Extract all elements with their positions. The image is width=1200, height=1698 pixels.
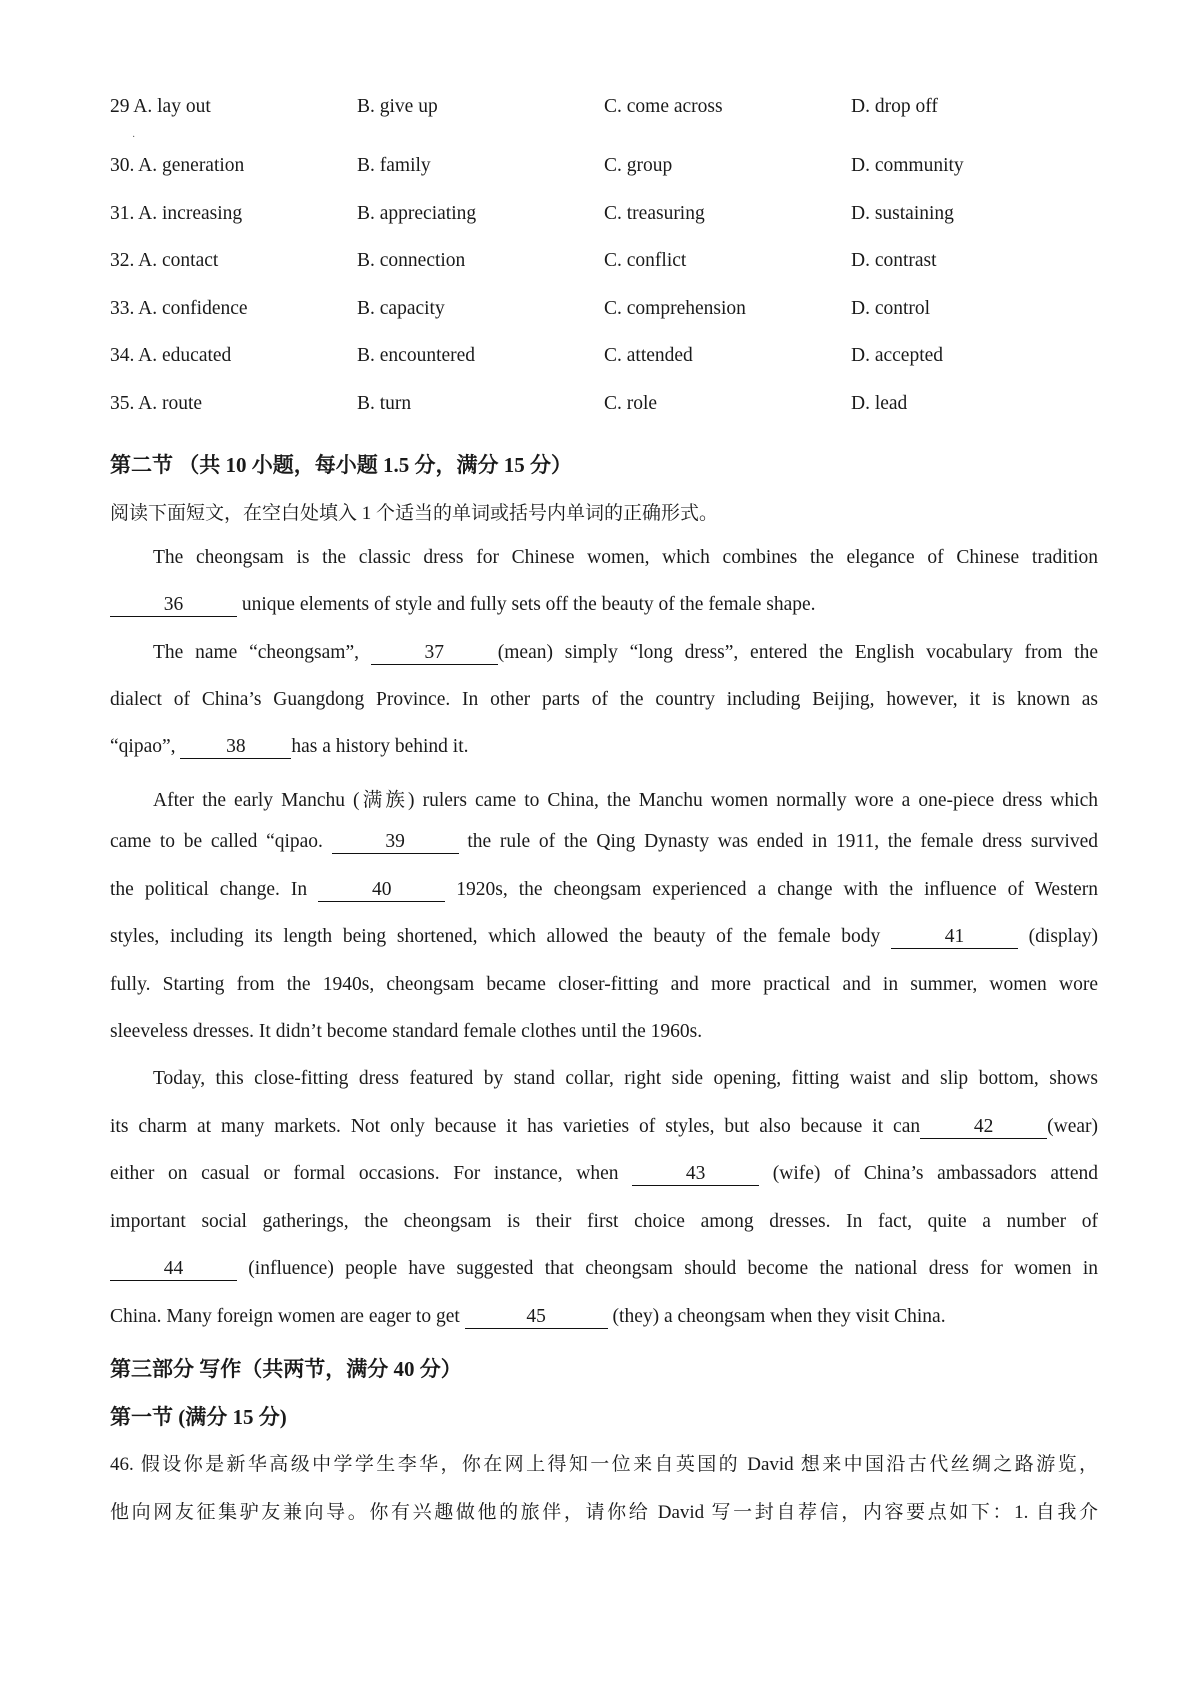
option-c: C. group <box>604 155 673 176</box>
option-d: D. sustaining <box>851 203 954 224</box>
blank-42[interactable]: 42 <box>920 1116 1047 1139</box>
passage-line: fully. Starting from the 1940s, cheongsam became closer-fitting and more practical and in summer, women wore <box>110 974 1098 995</box>
option-d: D. contrast <box>851 250 937 271</box>
question-46-line: 46. 假设你是新华高级中学学生李华，你在网上得知一位来自英国的 David 想来中国沿古代丝绸之路游览， <box>110 1454 1098 1475</box>
option-d: D. community <box>851 155 964 176</box>
passage-line: the political change. In 40 1920s, the cheongsam experienced a change with the influence of Western <box>110 879 1098 902</box>
section-heading: 第二节 （共 10 小题，每小题 1.5 分，满分 15 分） <box>110 453 572 477</box>
blank-37[interactable]: 37 <box>371 642 498 665</box>
blank-39[interactable]: 39 <box>332 831 459 854</box>
option-c: C. conflict <box>604 250 687 271</box>
passage-line: The name “cheongsam”, 37 (mean) simply “long dress”, entered the English vocabulary from the <box>153 642 1098 665</box>
passage-line: its charm at many markets. Not only because it has varieties of styles, but also because it can 42 (wear) <box>110 1116 1098 1139</box>
blank-43[interactable]: 43 <box>632 1163 759 1186</box>
option-d: D. accepted <box>851 345 944 366</box>
option-c: C. role <box>604 393 658 414</box>
option-a: 30. A. generation <box>110 155 245 176</box>
passage-line: dialect of China’s Guangdong Province. In other parts of the country including Beijing, however, it is known as <box>110 689 1098 710</box>
blank-45[interactable]: 45 <box>465 1306 608 1329</box>
passage-line: After the early Manchu (满族) rulers came to China, the Manchu women normally wore a one-piece dress which <box>153 790 1098 811</box>
blank-41[interactable]: 41 <box>891 926 1018 949</box>
option-a: 35. A. route <box>110 393 203 414</box>
passage-line: came to be called “qipao. 39 the rule of the Qing Dynasty was ended in 1911, the female dress survived <box>110 831 1098 854</box>
question-46-line: 他向网友征集驴友兼向导。你有兴趣做他的旅伴，请你给 David 写一封自荐信，内容要点如下：1. 自我介 <box>110 1502 1098 1523</box>
option-b: B. capacity <box>357 298 445 319</box>
option-a: 34. A. educated <box>110 345 232 366</box>
blank-44[interactable]: 44 <box>110 1258 237 1281</box>
option-b: B. appreciating <box>357 203 477 224</box>
option-row-30 <box>110 155 1110 185</box>
option-d: D. control <box>851 298 931 319</box>
option-a: 32. A. contact <box>110 250 219 271</box>
passage-line: important social gatherings, the cheongsam is their first choice among dresses. In fact, quite a number of <box>110 1211 1098 1232</box>
stray-mark: · <box>132 132 136 143</box>
option-row-33 <box>110 298 1110 328</box>
option-a: 33. A. confidence <box>110 298 248 319</box>
option-b: B. give up <box>357 96 438 117</box>
section-instruction: 阅读下面短文，在空白处填入 1 个适当的单词或括号内单词的正确形式。 <box>110 503 719 524</box>
option-row-34 <box>110 345 1110 375</box>
option-d: D. drop off <box>851 96 938 117</box>
section-heading: 第一节 (满分 15 分) <box>110 1405 287 1429</box>
option-b: B. connection <box>357 250 466 271</box>
option-a: 31. A. increasing <box>110 203 243 224</box>
blank-36[interactable]: 36 <box>110 594 237 617</box>
option-row-31 <box>110 203 1110 233</box>
passage-line: 36 unique elements of style and fully sets off the beauty of the female shape. <box>110 594 1098 617</box>
option-a: 29 A. lay out <box>110 96 211 117</box>
passage-line: “qipao”, 38 has a history behind it. <box>110 736 1098 759</box>
blank-40[interactable]: 40 <box>318 879 445 902</box>
passage-line: sleeveless dresses. It didn’t become standard female clothes until the 1960s. <box>110 1021 703 1042</box>
passage-line: The cheongsam is the classic dress for Chinese women, which combines the elegance of Chinese tradition <box>153 547 1098 568</box>
option-d: D. lead <box>851 393 908 414</box>
option-b: B. encountered <box>357 345 476 366</box>
option-row-29 <box>110 96 1110 126</box>
passage-line: Today, this close-fitting dress featured by stand collar, right side opening, fitting waist and slip bottom, shows <box>153 1068 1098 1089</box>
option-row-35 <box>110 393 1110 423</box>
passage-line: China. Many foreign women are eager to get 45 (they) a cheongsam when they visit China. <box>110 1306 1098 1329</box>
option-c: C. come across <box>604 96 723 117</box>
blank-38[interactable]: 38 <box>180 736 291 759</box>
option-c: C. comprehension <box>604 298 746 319</box>
passage-line: styles, including its length being shortened, which allowed the beauty of the female body 41 (display) <box>110 926 1098 949</box>
option-row-32 <box>110 250 1110 280</box>
part-heading: 第三部分 写作（共两节，满分 40 分） <box>110 1357 462 1381</box>
option-b: B. family <box>357 155 431 176</box>
option-c: C. treasuring <box>604 203 705 224</box>
option-c: C. attended <box>604 345 693 366</box>
option-b: B. turn <box>357 393 412 414</box>
passage-line: either on casual or formal occasions. For instance, when 43 (wife) of China’s ambassadors attend <box>110 1163 1098 1186</box>
passage-line: 44 (influence) people have suggested that cheongsam should become the national dress for women in <box>110 1258 1098 1281</box>
